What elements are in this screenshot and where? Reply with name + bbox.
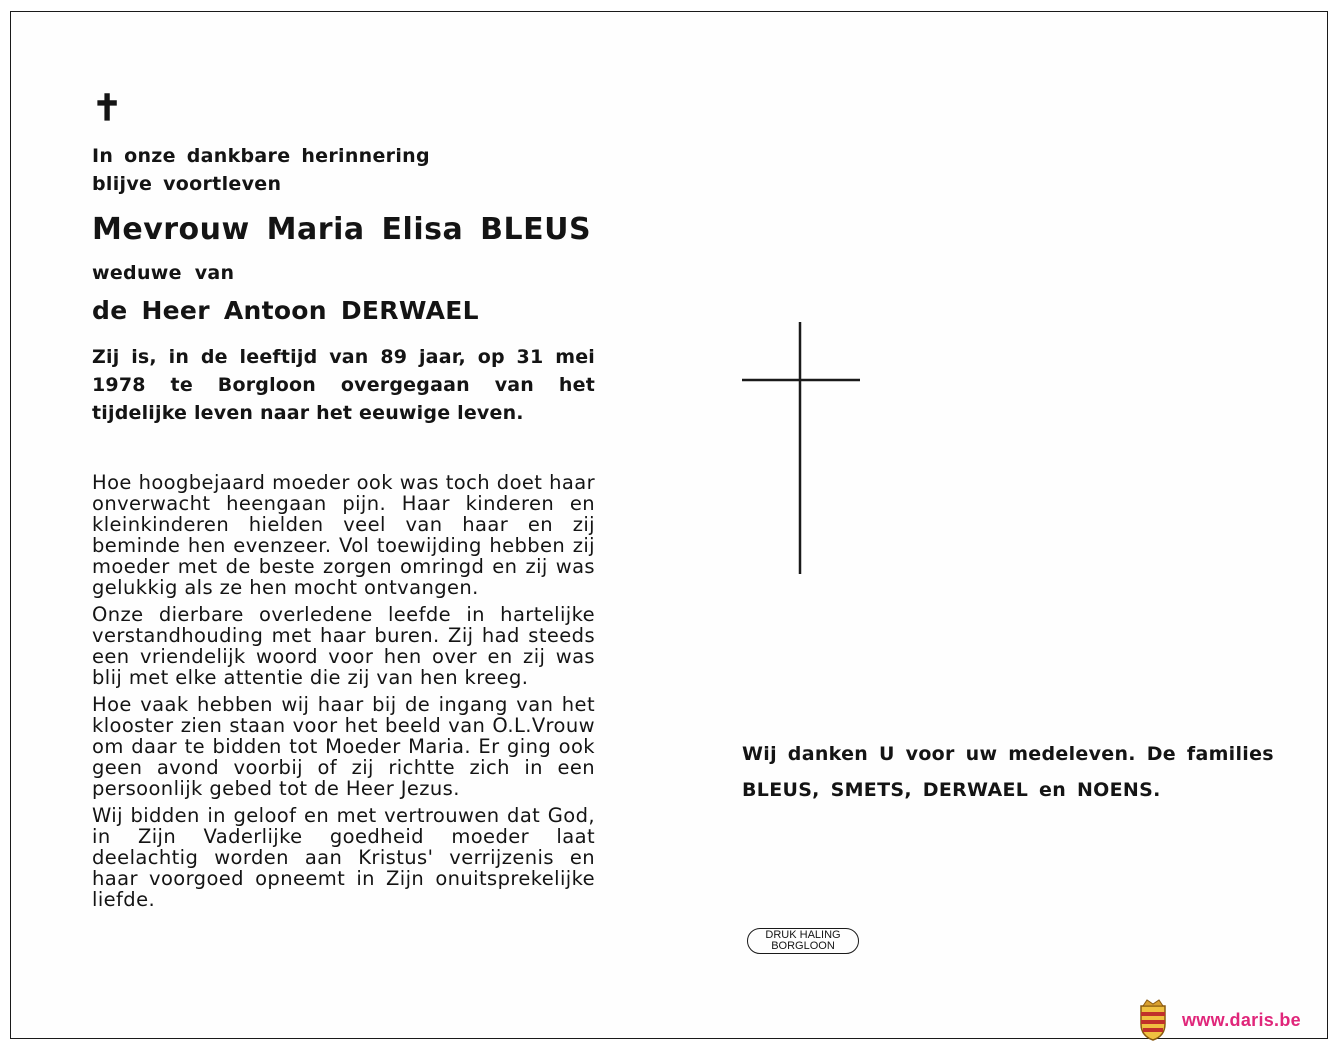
large-cross-icon: [740, 322, 862, 574]
death-notice: Zij is, in de leeftijd van 89 jaar, op 31 mei 1978 te Borgloon overgegaan van het tijdelijke leven naar het eeuwige leven.: [92, 346, 595, 424]
paragraph-1: Hoe hoogbejaard moeder ook was toch doet haar onverwacht heengaan pijn. Haar kinderen en kleinkinderen hielden veel van haar en zij beminde hen evenzeer. Vol toewijding hebben zij moeder met de beste zorgen omringd en zij was gelukkig als ze hen mocht ontvangen.: [92, 471, 595, 599]
memorial-text: [92, 472, 595, 916]
paragraph-3: Hoe vaak hebben wij haar bij de ingang van het klooster zien staan voor het beeld van O.L.Vrouw om daar te bidden tot Moeder Maria. Er ging ook geen avond voorbij of zij richtte zich in een persoonlijk gebed tot de Heer Jezus.: [92, 693, 595, 800]
paragraph-4: Wij bidden in geloof en met vertrouwen dat God, in Zijn Vaderlijke goedheid moeder laat deelachtig worden aan Kristus' verrijzenis en haar voorgoed opneemt in Zijn onuitsprekelijke liefde.: [92, 804, 595, 911]
printer-stamp: [747, 928, 859, 954]
printer-line-2: BORGLOON: [771, 940, 835, 952]
widow-of-label: weduwe van: [92, 262, 235, 284]
printer-line-1: DRUK HALING: [765, 929, 841, 941]
thanks-line-1: Wij danken U voor uw medeleven. De families: [742, 743, 1274, 765]
deceased-name: Mevrouw Maria Elisa BLEUS: [92, 212, 592, 247]
small-cross-icon: ✝: [92, 87, 123, 129]
intro-line-1: In onze dankbare herinnering: [92, 145, 430, 167]
thanks-text: [742, 736, 1274, 808]
thanks-line-2: BLEUS, SMETS, DERWAEL en NOENS.: [742, 779, 1161, 801]
intro-text: [92, 142, 512, 198]
intro-line-2: blijve voortleven: [92, 173, 282, 195]
watermark-text[interactable]: www.daris.be: [1182, 1010, 1301, 1030]
crest-logo-icon: [1137, 998, 1169, 1042]
husband-name: de Heer Antoon DERWAEL: [92, 296, 479, 325]
paragraph-2: Onze dierbare overledene leefde in hartelijke verstandhouding met haar buren. Zij had steeds een vriendelijk woord voor hen over en zij was blij met elke attentie die zij van hen kreeg.: [92, 603, 595, 689]
